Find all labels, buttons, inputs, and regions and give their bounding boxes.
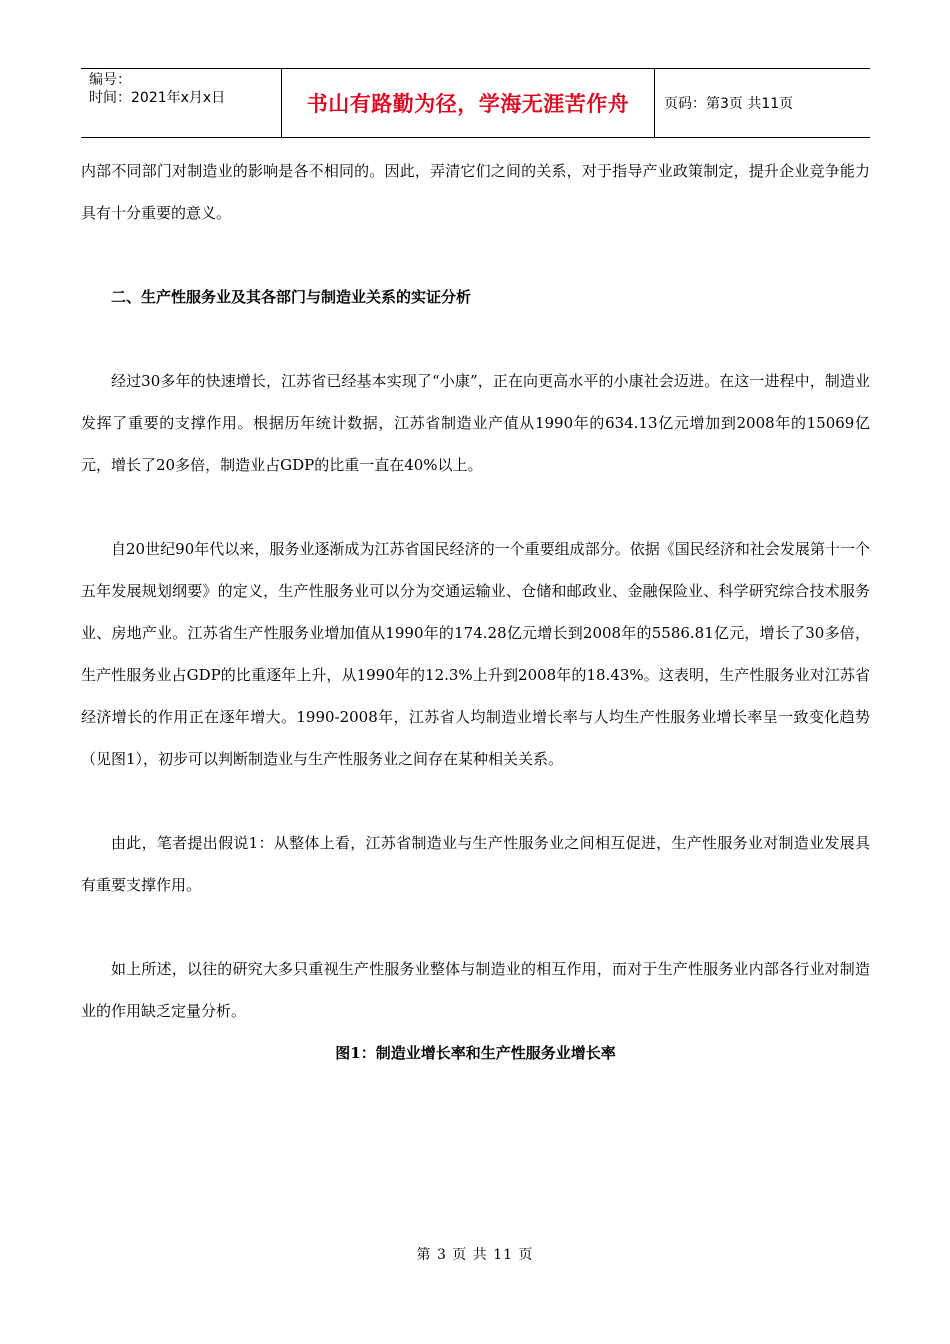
paragraph-manufacturing: 经过30多年的快速增长，江苏省已经基本实现了“小康”，正在向更高水平的小康社会迈进。在这一进程中，制造业发挥了重要的支撑作用。根据历年统计数据，江苏省制造业产值从1990年的634.13亿元增加到2008年的15069亿元，增长了20多倍，制造业占GDP的比重一直在40%以上。 [81,372,870,474]
document-number-label: 编号： [89,72,131,88]
paragraph-prior-research: 如上所述，以往的研究大多只重视生产性服务业整体与制造业的相互作用，而对于生产性服务业内部各行业对制造业的作用缺乏定量分析。 [81,960,870,1020]
document-body [81,150,870,1074]
header-motto: 书山有路勤为径，学海无涯苦作舟 [281,69,655,137]
document-date-label: 时间：2021年x月x日 [89,90,226,106]
paragraph-producer-services: 自20世纪90年代以来，服务业逐渐成为江苏省国民经济的一个重要组成部分。依据《国民经济和社会发展第十一个五年发展规划纲要》的定义，生产性服务业可以分为交通运输业、仓储和邮政业、金融保险业、科学研究综合技术服务业、房地产业。江苏省生产性服务业增加值从1990年的174.28亿元增长到2008年的5586.81亿元，增长了30多倍，生产性服务业占GDP的比重逐年上升，从1990年的12.3%上升到2008年的18.43%。这表明，生产性服务业对江苏省经济增长的作用正在逐年增大。1990-2008年，江苏省人均制造业增长率与人均生产性服务业增长率呈一致变化趋势（见图1），初步可以判断制造业与生产性服务业之间存在某种相关关系。 [81,540,870,768]
paragraph-hypothesis: 由此，笔者提出假说1：从整体上看，江苏省制造业与生产性服务业之间相互促进，生产性服务业对制造业发展具有重要支撑作用。 [81,834,870,894]
section-heading: 二、生产性服务业及其各部门与制造业关系的实证分析 [111,288,472,306]
figure-caption: 图1：制造业增长率和生产性服务业增长率 [335,1044,616,1062]
header-meta-cell [81,69,281,137]
header-table [81,68,870,138]
header-page-info: 页码：第3页 共11页 [664,96,794,112]
paragraph-continuation: 内部不同部门对制造业的影响是各不相同的。因此，弄清它们之间的关系，对于指导产业政策制定，提升企业竞争能力具有十分重要的意义。 [81,162,870,222]
page-footer: 第 3 页 共 11 页 [416,1247,534,1263]
